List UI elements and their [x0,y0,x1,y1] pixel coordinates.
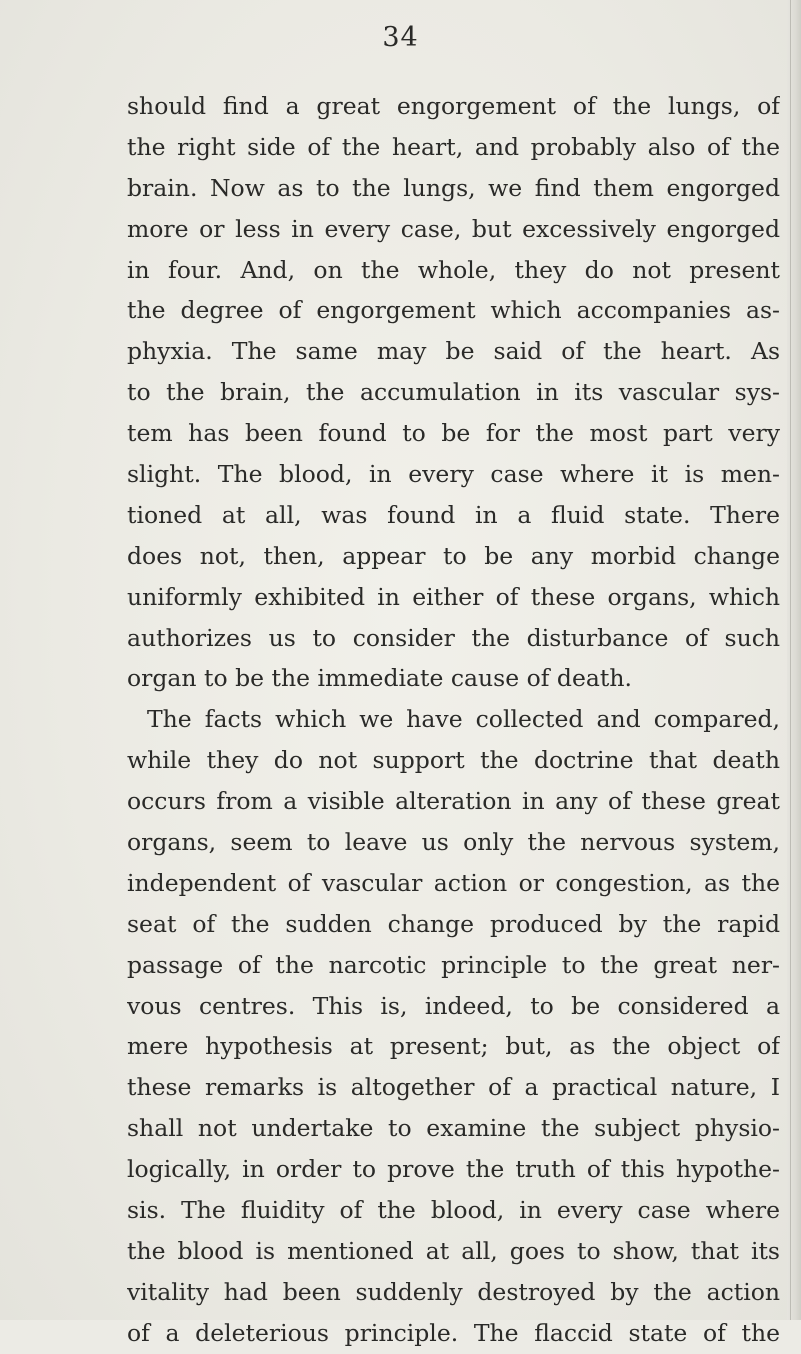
text-line: slight. The blood, in every case where it is men- [127,460,780,489]
text-line: of a deleterious principle. The flaccid state of the [127,1318,780,1347]
text-line: logically, in order to prove the truth of this hypothe- [127,1155,780,1184]
text-line: brain. Now as to the lungs, we find them engorged [127,173,780,202]
text-line: occurs from a visible alteration in any of these great [127,787,780,816]
text-line: does not, then, appear to be any morbid change [127,541,780,570]
text-line: while they do not support the doctrine that death [127,746,780,775]
text-line: seat of the sudden change produced by the rapid [127,909,780,938]
text-line: the blood is mentioned at all, goes to show, that its [127,1236,780,1265]
page-edge [787,0,801,1320]
text-line: to the brain, the accumulation in its vascular sys- [127,378,780,407]
body-text [127,86,780,1354]
text-line: independent of vascular action or congestion, as the [127,868,780,897]
page-number: 34 [382,22,419,53]
text-line: mere hypothesis at present; but, as the object of [127,1032,780,1061]
text-line: passage of the narcotic principle to the great ner- [127,950,780,979]
text-line: tioned at all, was found in a fluid state. There [127,500,780,529]
text-line: uniformly exhibited in either of these organs, which [127,582,780,611]
text-line: vitality had been suddenly destroyed by the action [127,1277,780,1306]
text-line: vous centres. This is, indeed, to be considered a [127,991,780,1020]
paragraph-start-line: The facts which we have collected and compared, [147,705,780,734]
text-line: the right side of the heart, and probably also of the [127,132,780,161]
text-line: organs, seem to leave us only the nervous system, [127,828,780,857]
text-line: phyxia. The same may be said of the heart. As [127,337,780,366]
text-line: tem has been found to be for the most part very [127,419,780,448]
text-line: more or less in every case, but excessively engorged [127,214,780,243]
text-line: these remarks is altogether of a practical nature, I [127,1073,780,1102]
text-line: in four. And, on the whole, they do not present [127,255,780,284]
text-line: authorizes us to consider the disturbance of such [127,623,780,652]
text-line: the degree of engorgement which accompanies as- [127,296,780,325]
paragraph-end-line: organ to be the immediate cause of death. [127,664,632,693]
text-line: shall not undertake to examine the subject physio- [127,1114,780,1143]
text-line: sis. The fluidity of the blood, in every case where [127,1196,780,1225]
text-line: should find a great engorgement of the lungs, of [127,92,780,120]
